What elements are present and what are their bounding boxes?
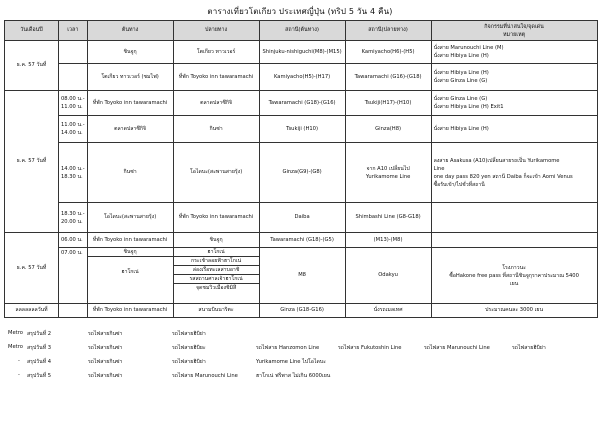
day2-r4-st-o: Daiba bbox=[259, 203, 345, 233]
day1-r1-time bbox=[59, 41, 88, 64]
day3-r2-sub5: จุดชมวิวเมืองชิมิสึ bbox=[173, 283, 259, 292]
day4-st-d: นั่งรถเมลเทศ bbox=[345, 304, 431, 318]
day4-dest: สนามบินนาริตะ bbox=[173, 304, 259, 318]
day2-r2-time bbox=[59, 116, 88, 143]
day3-r2-st-o: M8 bbox=[259, 248, 345, 304]
day2-r3-st-d bbox=[345, 143, 431, 203]
day3-r1-st-o: Tawaramachi (G18)-(G5) bbox=[259, 233, 345, 248]
day1-r2-activity bbox=[431, 64, 597, 91]
day1-r2-origin: โตเกียว ทาวเวอร์ (ชมไฟ) bbox=[87, 64, 173, 91]
page-title: ตารางเที่ยวโตเกียว ประเทศญี่ปุ่น (ทริป 5 วัน 4 คืน) bbox=[207, 7, 393, 16]
day1-r1-act1: นั่งสาย Marunouchi Line (M) bbox=[433, 45, 504, 51]
header-activity-label: กิจกรรมที่น่าสนใจ/จุดเด่น bbox=[484, 23, 544, 30]
day3-r2-origin bbox=[87, 248, 173, 304]
table-row bbox=[5, 64, 598, 91]
table-row bbox=[5, 91, 598, 116]
day3-r2-st-d: Odakyu bbox=[345, 248, 431, 304]
day3-r2-dest bbox=[173, 248, 259, 304]
day1-r2-st-d: Tawaramachi (G16)-(G18) bbox=[345, 64, 431, 91]
day2-r3-time2: 18.30 น. bbox=[61, 173, 83, 180]
footer-r2-c5: รถไฟสาย Hanzomon Line bbox=[256, 345, 320, 351]
day1-r2-time bbox=[59, 64, 88, 91]
header-date: วันเดือนปี bbox=[5, 21, 59, 41]
day1-r1-st-o: Shinjuku-nishiguchi(M8)-(M15) bbox=[259, 41, 345, 64]
day2-r3-activity bbox=[431, 143, 597, 203]
footer-r4-c5: ฮาโกเน่ ฟรีพาส ไม่เกิน 6000เยน bbox=[256, 373, 331, 379]
day2-r1-time1: 08.00 น.- bbox=[61, 96, 85, 102]
header-activity bbox=[431, 21, 597, 41]
itinerary-table bbox=[4, 20, 598, 318]
day2-date bbox=[5, 91, 59, 233]
day2-r2-st-d: Ginza(H8) bbox=[345, 116, 431, 143]
table-row bbox=[5, 143, 598, 203]
footer-r2-c7: รถไฟสาย Marunouchi Line bbox=[424, 345, 490, 351]
day2-r2-st-o: Tsukiji (H10) bbox=[259, 116, 345, 143]
day1-r1-origin: ชินจูกุ bbox=[87, 41, 173, 64]
day3-r2-act1: โรงภาวนะ bbox=[502, 264, 526, 271]
day1-r2-act2: นั่งสาย Ginza Line (G) bbox=[433, 78, 488, 84]
footer-r4-c1: - bbox=[18, 372, 20, 378]
day2-r2-time2: 14.00 น. bbox=[61, 130, 83, 136]
table-row bbox=[5, 233, 598, 248]
day3-r2-sub1: ฮาโกเน่ bbox=[207, 249, 225, 255]
day2-r3-act4: ซื้อรับเข้า/ไปชั่วที่สถานี bbox=[433, 181, 485, 188]
day2-r1-dest: ตลาดปลาซึกิจิ bbox=[173, 91, 259, 116]
footer-r4-c3: รถไฟสายกินซ่า bbox=[88, 373, 123, 379]
day2-r1-time bbox=[59, 91, 88, 116]
footer-r4-c4: รถไฟสาย Marunouchi Line bbox=[172, 373, 238, 379]
day1-r1-act2: นั่งสาย Hibiya Line (H) bbox=[433, 53, 489, 59]
day2-r3-act3: one day pass 820 yen สถานี Daiba ก็จะเข้า Aomi Venus bbox=[433, 173, 573, 180]
day4-time bbox=[59, 304, 88, 318]
day2-r2-time1: 11.00 น.- bbox=[61, 122, 85, 128]
day2-r2-dest: กินซ่า bbox=[173, 116, 259, 143]
day3-r1-st-d: (M13)-(M8) bbox=[345, 233, 431, 248]
day2-r3-dest: โอไดบะ(สะพานสายรุ้ง) bbox=[173, 143, 259, 203]
day2-r3-act2: Line bbox=[433, 165, 445, 172]
footer-r2-c6: รถไฟสาย Fukutoshin Line bbox=[338, 345, 402, 351]
footer-r3-c4: รถไฟสายฮิบิย่า bbox=[172, 359, 206, 365]
day3-day-text: วันที่ bbox=[36, 264, 47, 271]
day2-r4-time1: 18.30 น.- bbox=[61, 210, 85, 217]
day2-r2-origin: ตลาดปลาซึกิจิ bbox=[87, 116, 173, 143]
day1-r2-dest: ที่พัก Toyoko inn tawaramachi bbox=[173, 64, 259, 91]
header-station-dest: สถานี(ปลายทาง) bbox=[345, 21, 431, 41]
day3-r2-activity bbox=[431, 248, 597, 304]
day2-r1-origin: ที่พัก Toyoko inn tawaramachi bbox=[87, 91, 173, 116]
day2-r3-st-d2: Yurikamome Line bbox=[365, 173, 411, 180]
day1-r1-dest: โตเกียว ทาวเวอร์ bbox=[173, 41, 259, 64]
day3-date bbox=[5, 233, 59, 304]
day2-r1-time2: 11.00 น. bbox=[61, 104, 83, 110]
day4-date bbox=[5, 304, 59, 318]
day2-r1-act1: นั่งสาย Ginza Line (G) bbox=[433, 96, 488, 102]
day3-r2-sub4: รสสถานศาลเจ้าฮาโกเน่ bbox=[173, 274, 259, 283]
day3-r1-dest: ชินจูกุ bbox=[173, 233, 259, 248]
header-row bbox=[5, 21, 598, 41]
day3-r1-time: 06.00 น. bbox=[59, 233, 88, 248]
day4-date-text: ลลลลลลล bbox=[15, 307, 38, 314]
table-row bbox=[5, 304, 598, 318]
day2-r3-time1: 14.00 น.- bbox=[61, 165, 85, 172]
day2-r2-activity: นั่งสาย Hibiya Line (H) bbox=[431, 116, 597, 143]
footer-r2-c1: Metro bbox=[8, 344, 23, 350]
footer-r2-c2: สรุปวันที่ 3 bbox=[27, 345, 52, 351]
day1-day-text: วันที่ bbox=[36, 62, 47, 69]
footer-r3-c1: - bbox=[18, 358, 20, 364]
day3-r1-activity bbox=[431, 233, 597, 248]
header-activity-note: หมายเหตุ bbox=[502, 31, 526, 38]
table-row bbox=[5, 203, 598, 233]
day2-r4-activity bbox=[431, 203, 597, 233]
day2-r3-st-d1: จาก A10 เปลี่ยนไป bbox=[366, 165, 410, 172]
footer-r1-c3: รถไฟสายกินซ่า bbox=[88, 331, 123, 337]
day1-r2-act1: นั่งสาย Hibiya Line (H) bbox=[433, 70, 489, 76]
day3-r2-origin-b: ฮาโกเน่ bbox=[87, 256, 173, 287]
day1-date-text: ธ.ค. 57 bbox=[16, 62, 35, 69]
day3-r2-origin-a: ชินจูกุ bbox=[123, 249, 137, 255]
day4-activity: ประมาณคนละ 3000 เยน bbox=[431, 304, 597, 318]
day2-r4-time bbox=[59, 203, 88, 233]
header-destination: ปลายทาง bbox=[173, 21, 259, 41]
footer-r2-c3: รถไฟสายกินซ่า bbox=[88, 345, 123, 351]
table-row bbox=[5, 116, 598, 143]
day3-r2-act2: ซื้อHakone free pass ที่สถานีชินจูกุราคาประมาณ 5400 bbox=[449, 272, 579, 279]
day1-r2-st-o: Kamiyacho(H5)-(H17) bbox=[259, 64, 345, 91]
day2-r4-time2: 20.00 น. bbox=[61, 218, 83, 225]
header-station-origin: สถานี(ต้นทาง) bbox=[259, 21, 345, 41]
day2-r1-activity bbox=[431, 91, 597, 116]
footer-r1-c4: รถไฟสายฮิบิย่า bbox=[172, 331, 206, 337]
day2-r1-act2: นั่งสาย Hibiya Line (H) Exit1 bbox=[433, 104, 504, 110]
day2-r3-act1: ลงสาย Asakusa (A10)เปลี่ยนสายรถเป็น Yurikamome bbox=[433, 157, 560, 164]
footer-r2-c4: รถไฟสายฮิบิยะ bbox=[172, 345, 206, 351]
footer-r1-c2: สรุปวันที่ 2 bbox=[27, 331, 52, 337]
day2-r4-origin: โอไดบะ(สะพานสายรุ้ง) bbox=[87, 203, 173, 233]
day1-date bbox=[5, 41, 59, 91]
footer-r4-c2: สรุปวันที่ 5 bbox=[27, 373, 52, 379]
day1-r1-activity bbox=[431, 41, 597, 64]
day3-r2-sub2: กระเช้าลอยฟ้าฮาโกเน่ bbox=[173, 256, 259, 265]
day3-r2-sub3: ล่องเรือทะเลสาบอาชิ bbox=[173, 265, 259, 274]
day2-day-text: วันที่ bbox=[36, 158, 47, 165]
day2-r1-st-o: Tawaramachi (G18)-(G16) bbox=[259, 91, 345, 116]
footer-r3-c5: Yurikamome Line ไปโอไดบะ bbox=[256, 359, 326, 365]
footer-r1-c1: Metro bbox=[8, 330, 23, 336]
day2-r4-st-d: Shimbashi Line (G8-G18) bbox=[345, 203, 431, 233]
day4-day-text: วันที่ bbox=[37, 307, 48, 314]
day2-r1-st-d: Tsukiji(H17)-(H10) bbox=[345, 91, 431, 116]
day3-r2-time: 07.00 น. bbox=[59, 248, 88, 304]
day2-r4-dest: ที่พัก Toyoko inn tawaramachi bbox=[173, 203, 259, 233]
day4-origin: ที่พัก Toyoko inn tawaramachi bbox=[87, 304, 173, 318]
day1-r1-st-d: Kamiyacho(H6)-(H5) bbox=[345, 41, 431, 64]
day3-date-text: ธ.ค. 57 bbox=[16, 264, 35, 271]
day2-date-text: ธ.ค. 57 bbox=[16, 158, 35, 165]
day3-r1-origin: ที่พัก Toyoko inn tawaramachi bbox=[87, 233, 173, 248]
footer-r2-c8: รถไฟสายฮิบิย่า bbox=[512, 345, 546, 351]
footer-r3-c2: สรุปวันที่ 4 bbox=[27, 359, 52, 365]
day2-r3-origin: กินซ่า bbox=[87, 143, 173, 203]
header-origin: ต้นทาง bbox=[87, 21, 173, 41]
day3-r2-act3: เยน bbox=[509, 280, 519, 287]
header-time: เวลา bbox=[59, 21, 88, 41]
table-row bbox=[5, 41, 598, 64]
footer-r3-c3: รถไฟสายกินซ่า bbox=[88, 359, 123, 365]
day4-st-o: Ginza (G18-G16) bbox=[259, 304, 345, 318]
day2-r3-st-o: Ginza(G9)-(G8) bbox=[259, 143, 345, 203]
day2-r3-time bbox=[59, 143, 88, 203]
table-row bbox=[5, 248, 598, 304]
